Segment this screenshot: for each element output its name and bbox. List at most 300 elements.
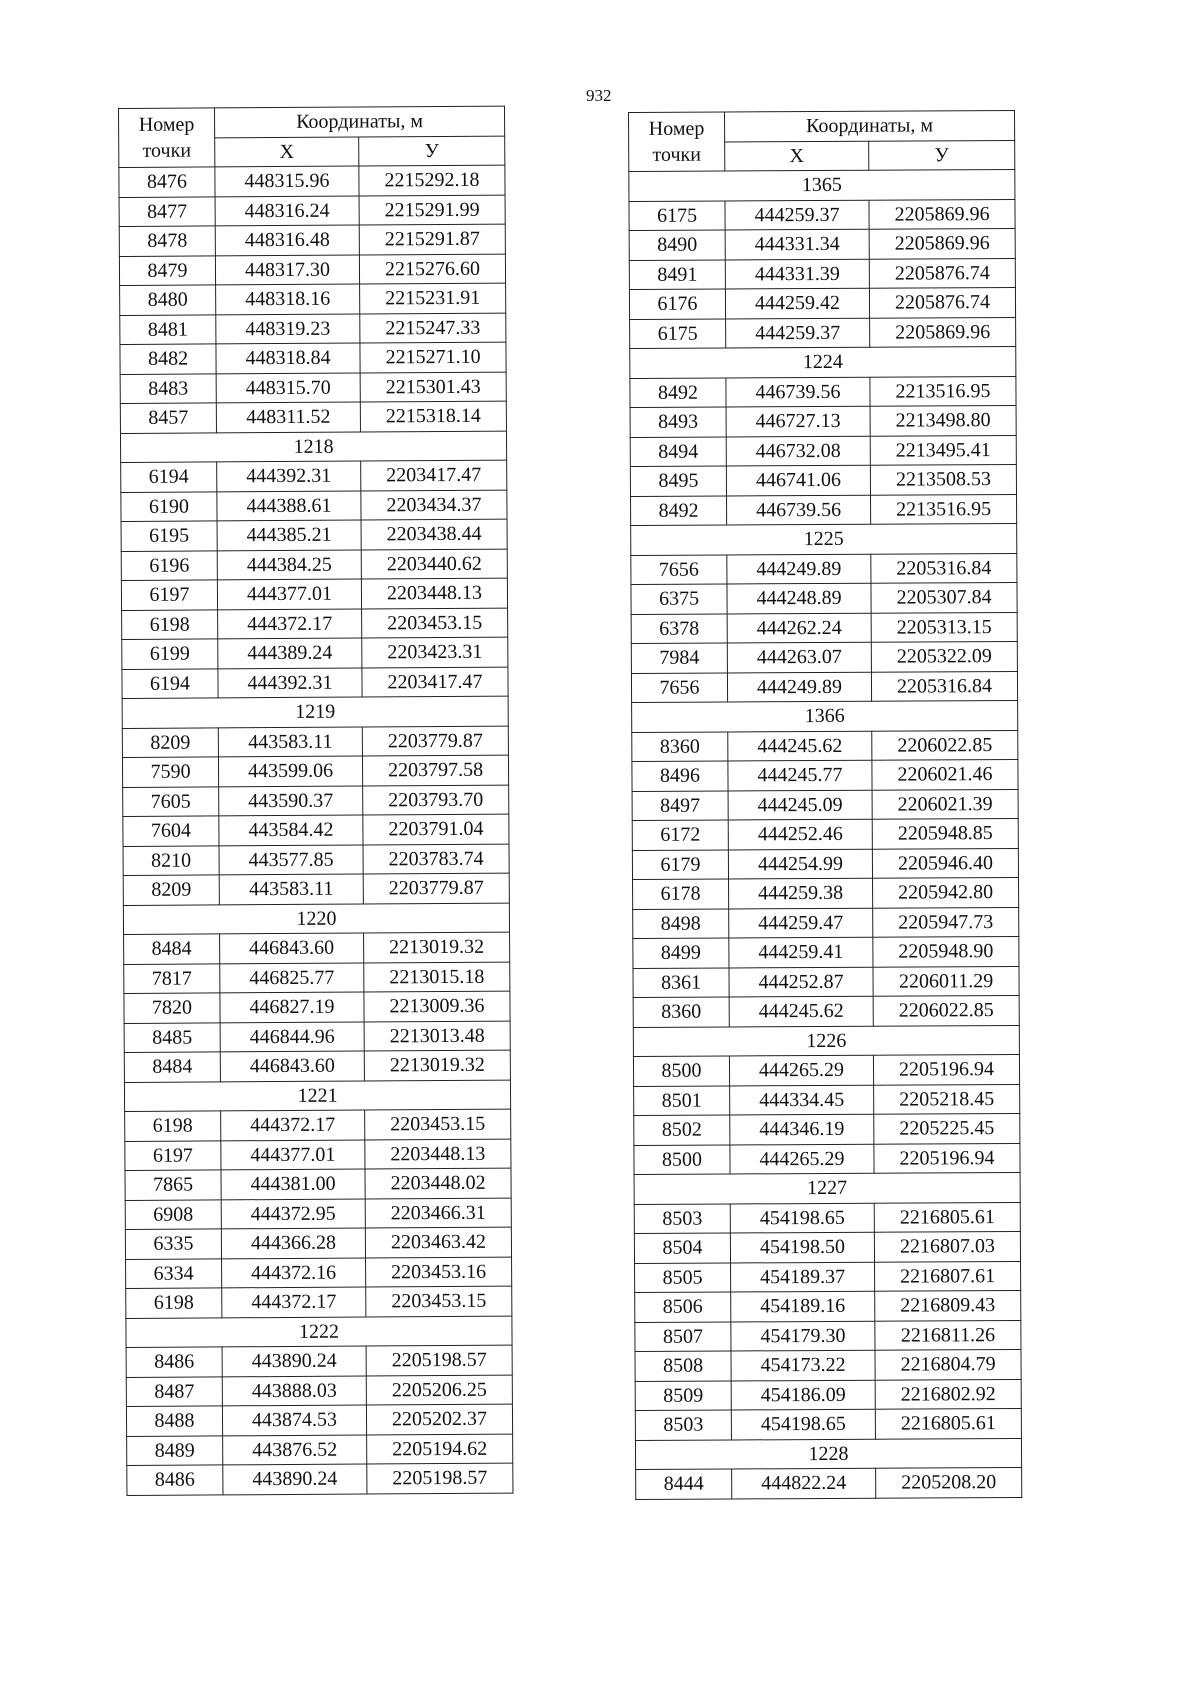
x-column-header: X xyxy=(215,137,359,167)
table-row xyxy=(125,1168,511,1200)
table-row xyxy=(630,435,1016,467)
table-row xyxy=(120,313,506,345)
x-coordinate-cell: 443890.24 xyxy=(223,1464,367,1494)
y-coordinate-cell: 2203438.44 xyxy=(361,519,507,549)
x-coordinate-cell: 444392.31 xyxy=(217,461,361,491)
section-row xyxy=(631,523,1017,555)
y-coordinate-cell: 2215291.87 xyxy=(359,224,505,254)
point-number-cell: 6199 xyxy=(122,639,218,669)
point-number-cell: 6176 xyxy=(629,289,725,319)
point-number-cell: 6196 xyxy=(121,550,217,580)
section-row xyxy=(633,1025,1019,1057)
y-coordinate-cell: 2215291.99 xyxy=(359,195,505,225)
x-column-header: X xyxy=(725,141,869,171)
x-coordinate-cell: 446827.19 xyxy=(220,992,364,1022)
point-number-cell: 8489 xyxy=(127,1435,223,1465)
y-coordinate-cell: 2206022.85 xyxy=(873,995,1019,1025)
section-row xyxy=(632,700,1018,732)
y-coordinate-cell: 2206021.39 xyxy=(872,789,1018,819)
y-coordinate-cell: 2203453.15 xyxy=(362,608,508,638)
y-coordinate-cell: 2213013.48 xyxy=(364,1021,510,1051)
x-coordinate-cell: 444248.89 xyxy=(727,583,871,613)
table-row xyxy=(633,1054,1019,1086)
y-coordinate-cell: 2203793.70 xyxy=(363,785,509,815)
table-row xyxy=(633,936,1019,968)
x-coordinate-cell: 446727.13 xyxy=(726,406,870,436)
y-coordinate-cell: 2205194.62 xyxy=(367,1434,513,1464)
y-coordinate-cell: 2203417.47 xyxy=(362,667,508,697)
y-coordinate-cell: 2205948.85 xyxy=(872,818,1018,848)
point-number-cell: 6175 xyxy=(629,200,725,230)
table-row xyxy=(635,1408,1021,1440)
table-row xyxy=(126,1375,512,1407)
x-coordinate-cell: 444384.25 xyxy=(217,550,361,580)
x-coordinate-cell: 446843.60 xyxy=(220,933,364,963)
y-coordinate-cell: 2203453.15 xyxy=(366,1286,512,1316)
point-number-cell: 8490 xyxy=(629,230,725,260)
table-row xyxy=(123,785,509,817)
table-row xyxy=(634,1231,1020,1263)
point-number-cell: 8484 xyxy=(124,934,220,964)
y-coordinate-cell: 2203448.13 xyxy=(361,578,507,608)
coordinates-table-right xyxy=(628,110,1022,1500)
point-number-cell: 7984 xyxy=(631,643,727,673)
point-number-cell: 8444 xyxy=(636,1469,732,1499)
x-coordinate-cell: 448316.24 xyxy=(215,196,359,226)
point-number-header-line2: точки xyxy=(142,139,192,162)
table-row xyxy=(122,755,508,787)
table-row xyxy=(632,818,1018,850)
table-row xyxy=(121,578,507,610)
table-row xyxy=(629,287,1015,319)
x-coordinate-cell: 448315.70 xyxy=(216,373,360,403)
point-number-cell: 8477 xyxy=(119,196,215,226)
table-row xyxy=(122,726,508,758)
x-coordinate-cell: 444252.46 xyxy=(728,819,872,849)
point-number-cell: 8210 xyxy=(123,845,219,875)
point-number-cell: 6194 xyxy=(121,462,217,492)
x-coordinate-cell: 444265.29 xyxy=(730,1144,874,1174)
x-coordinate-cell: 448315.96 xyxy=(215,166,359,196)
y-coordinate-cell: 2216805.61 xyxy=(874,1202,1020,1232)
x-coordinate-cell: 443577.85 xyxy=(219,845,363,875)
table-row xyxy=(120,372,506,404)
y-coordinate-cell: 2203797.58 xyxy=(362,755,508,785)
table-row xyxy=(120,401,506,433)
point-number-cell: 6179 xyxy=(632,849,728,879)
x-coordinate-cell: 446844.96 xyxy=(220,1022,364,1052)
point-number-cell: 6334 xyxy=(126,1258,222,1288)
x-coordinate-cell: 454189.37 xyxy=(731,1262,875,1292)
point-number-cell: 6197 xyxy=(121,580,217,610)
table-row xyxy=(125,1139,511,1171)
y-coordinate-cell: 2213516.95 xyxy=(871,494,1017,524)
point-number-cell: 8209 xyxy=(123,875,219,905)
x-coordinate-cell: 444245.62 xyxy=(729,996,873,1026)
y-coordinate-cell: 2203466.31 xyxy=(365,1198,511,1228)
section-label: 1225 xyxy=(631,523,1017,555)
table-row xyxy=(631,612,1017,644)
table-row xyxy=(630,317,1016,349)
section-row xyxy=(629,169,1015,201)
y-coordinate-cell: 2203434.37 xyxy=(361,490,507,520)
x-coordinate-cell: 443890.24 xyxy=(222,1346,366,1376)
table-row xyxy=(120,283,506,315)
x-coordinate-cell: 444259.38 xyxy=(729,878,873,908)
y-coordinate-cell: 2205876.74 xyxy=(869,287,1015,317)
point-number-cell: 8497 xyxy=(632,790,728,820)
x-coordinate-cell: 446732.08 xyxy=(726,436,870,466)
x-coordinate-cell: 444245.09 xyxy=(728,790,872,820)
table-row xyxy=(631,494,1017,526)
table-body-left xyxy=(119,165,513,1495)
y-coordinate-cell: 2213019.32 xyxy=(364,932,510,962)
point-number-cell: 8361 xyxy=(633,967,729,997)
point-number-cell: 8498 xyxy=(633,908,729,938)
table-row xyxy=(633,907,1019,939)
table-row xyxy=(119,165,505,197)
point-number-cell: 8503 xyxy=(634,1203,730,1233)
y-coordinate-cell: 2205947.73 xyxy=(873,907,1019,937)
x-coordinate-cell: 454173.22 xyxy=(731,1350,875,1380)
section-label: 1365 xyxy=(629,169,1015,201)
section-label: 1218 xyxy=(120,431,506,463)
point-number-cell: 8500 xyxy=(634,1144,730,1174)
y-coordinate-cell: 2215247.33 xyxy=(360,313,506,343)
point-number-cell: 8487 xyxy=(126,1376,222,1406)
table-row xyxy=(630,376,1016,408)
y-coordinate-cell: 2213498.80 xyxy=(870,405,1016,435)
table-row xyxy=(127,1463,513,1495)
point-number-cell: 6178 xyxy=(633,879,729,909)
y-coordinate-cell: 2205198.57 xyxy=(366,1345,512,1375)
y-coordinate-cell: 2206022.85 xyxy=(872,730,1018,760)
point-number-cell: 8502 xyxy=(634,1115,730,1145)
y-coordinate-cell: 2205316.84 xyxy=(871,671,1017,701)
table-row xyxy=(631,582,1017,614)
section-row xyxy=(120,431,506,463)
table-row xyxy=(126,1345,512,1377)
y-coordinate-cell: 2216804.79 xyxy=(875,1349,1021,1379)
y-coordinate-cell: 2203453.15 xyxy=(365,1109,511,1139)
point-number-cell: 8483 xyxy=(120,373,216,403)
point-number-cell: 8499 xyxy=(633,938,729,968)
y-coordinate-cell: 2203448.13 xyxy=(365,1139,511,1169)
x-coordinate-cell: 444245.77 xyxy=(728,760,872,790)
y-coordinate-cell: 2205225.45 xyxy=(874,1113,1020,1143)
table-row xyxy=(121,460,507,492)
table-row xyxy=(636,1467,1022,1499)
table-row xyxy=(125,1227,511,1259)
x-coordinate-cell: 444372.16 xyxy=(222,1258,366,1288)
y-coordinate-cell: 2205869.96 xyxy=(870,317,1016,347)
y-coordinate-cell: 2203779.87 xyxy=(363,873,509,903)
y-coordinate-cell: 2213516.95 xyxy=(870,376,1016,406)
x-coordinate-cell: 446741.06 xyxy=(726,465,870,495)
point-number-cell: 8486 xyxy=(127,1465,223,1495)
x-coordinate-cell: 454189.16 xyxy=(731,1291,875,1321)
table-row xyxy=(632,759,1018,791)
y-coordinate-cell: 2216805.61 xyxy=(875,1408,1021,1438)
y-coordinate-cell: 2203448.02 xyxy=(365,1168,511,1198)
x-coordinate-cell: 446739.56 xyxy=(727,495,871,525)
point-number-cell: 7817 xyxy=(124,963,220,993)
table-row xyxy=(635,1349,1021,1381)
y-coordinate-cell: 2203417.47 xyxy=(361,460,507,490)
x-coordinate-cell: 444262.24 xyxy=(727,613,871,643)
y-coordinate-cell: 2205198.57 xyxy=(367,1463,513,1493)
point-number-cell: 8501 xyxy=(634,1085,730,1115)
y-column-header: У xyxy=(869,140,1015,170)
point-number-cell: 6335 xyxy=(125,1229,221,1259)
table-row xyxy=(634,1084,1020,1116)
y-coordinate-cell: 2205196.94 xyxy=(874,1143,1020,1173)
x-coordinate-cell: 443583.11 xyxy=(218,727,362,757)
x-coordinate-cell: 454198.65 xyxy=(730,1203,874,1233)
table-row xyxy=(126,1404,512,1436)
y-coordinate-cell: 2203783.74 xyxy=(363,844,509,874)
section-label: 1224 xyxy=(630,346,1016,378)
x-coordinate-cell: 444265.29 xyxy=(729,1055,873,1085)
x-coordinate-cell: 448316.48 xyxy=(215,225,359,255)
y-coordinate-cell: 2205208.20 xyxy=(876,1467,1022,1497)
y-coordinate-cell: 2205948.90 xyxy=(873,936,1019,966)
table-row xyxy=(123,844,509,876)
table-row xyxy=(634,1202,1020,1234)
y-coordinate-cell: 2216809.43 xyxy=(875,1290,1021,1320)
table-row xyxy=(119,224,505,256)
y-coordinate-cell: 2203453.16 xyxy=(366,1257,512,1287)
point-number-header xyxy=(629,112,725,172)
section-label: 1221 xyxy=(124,1080,510,1112)
point-number-cell: 7590 xyxy=(122,757,218,787)
page-number: 932 xyxy=(586,86,612,105)
x-coordinate-cell: 444331.34 xyxy=(725,229,869,259)
table-row xyxy=(631,641,1017,673)
table-row xyxy=(635,1261,1021,1293)
x-coordinate-cell: 444252.87 xyxy=(729,967,873,997)
y-coordinate-cell: 2216807.61 xyxy=(875,1261,1021,1291)
coordinates-header: Координаты, м xyxy=(725,110,1015,141)
table-row xyxy=(121,490,507,522)
x-coordinate-cell: 444346.19 xyxy=(730,1114,874,1144)
section-row xyxy=(635,1438,1021,1470)
point-number-cell: 6198 xyxy=(122,609,218,639)
x-coordinate-cell: 444372.17 xyxy=(218,609,362,639)
x-coordinate-cell: 444822.24 xyxy=(732,1468,876,1498)
x-coordinate-cell: 444254.99 xyxy=(728,849,872,879)
point-number-cell: 7865 xyxy=(125,1170,221,1200)
x-coordinate-cell: 444249.89 xyxy=(727,672,871,702)
y-coordinate-cell: 2203791.04 xyxy=(363,814,509,844)
x-coordinate-cell: 446739.56 xyxy=(726,377,870,407)
x-coordinate-cell: 444372.17 xyxy=(222,1287,366,1317)
x-coordinate-cell: 444263.07 xyxy=(727,642,871,672)
section-row xyxy=(634,1172,1020,1204)
point-number-cell: 6195 xyxy=(121,521,217,551)
y-coordinate-cell: 2215301.43 xyxy=(360,372,506,402)
table-row xyxy=(126,1286,512,1318)
table-row xyxy=(124,932,510,964)
point-number-cell: 8495 xyxy=(630,466,726,496)
x-coordinate-cell: 444381.00 xyxy=(221,1169,365,1199)
coordinates-header: Координаты, м xyxy=(215,106,505,137)
x-coordinate-cell: 444245.62 xyxy=(728,731,872,761)
point-number-cell: 8488 xyxy=(126,1406,222,1436)
point-number-cell: 8486 xyxy=(126,1347,222,1377)
table-row xyxy=(635,1290,1021,1322)
point-number-cell: 8493 xyxy=(630,407,726,437)
point-number-header-line2: точки xyxy=(652,143,702,166)
x-coordinate-cell: 444372.95 xyxy=(221,1199,365,1229)
point-number-cell: 8503 xyxy=(635,1410,731,1440)
point-number-cell: 6175 xyxy=(630,318,726,348)
section-row xyxy=(126,1316,512,1348)
section-label: 1227 xyxy=(634,1172,1020,1204)
section-label: 1226 xyxy=(633,1025,1019,1057)
x-coordinate-cell: 446825.77 xyxy=(220,963,364,993)
point-number-cell: 7605 xyxy=(123,786,219,816)
table-row xyxy=(635,1379,1021,1411)
point-number-cell: 8492 xyxy=(631,495,727,525)
section-row xyxy=(630,346,1016,378)
table-row xyxy=(629,199,1015,231)
x-coordinate-cell: 443874.53 xyxy=(222,1405,366,1435)
table-row xyxy=(119,254,505,286)
y-coordinate-cell: 2213019.32 xyxy=(364,1050,510,1080)
y-coordinate-cell: 2216811.26 xyxy=(875,1320,1021,1350)
y-coordinate-cell: 2213495.41 xyxy=(870,435,1016,465)
table-row xyxy=(633,966,1019,998)
x-coordinate-cell: 444334.45 xyxy=(730,1085,874,1115)
y-coordinate-cell: 2206011.29 xyxy=(873,966,1019,996)
point-number-cell: 6172 xyxy=(632,820,728,850)
x-coordinate-cell: 448318.84 xyxy=(216,343,360,373)
point-number-cell: 8494 xyxy=(630,436,726,466)
x-coordinate-cell: 448319.23 xyxy=(216,314,360,344)
x-coordinate-cell: 444259.42 xyxy=(725,288,869,318)
table-row xyxy=(632,848,1018,880)
table-row xyxy=(633,877,1019,909)
x-coordinate-cell: 443583.11 xyxy=(219,874,363,904)
point-number-cell: 6908 xyxy=(125,1199,221,1229)
x-coordinate-cell: 443888.03 xyxy=(222,1376,366,1406)
table-row xyxy=(123,814,509,846)
x-coordinate-cell: 444259.41 xyxy=(729,937,873,967)
section-label: 1220 xyxy=(123,903,509,935)
point-number-cell: 6194 xyxy=(122,668,218,698)
table-row xyxy=(630,464,1016,496)
point-number-cell: 8505 xyxy=(635,1262,731,1292)
y-coordinate-cell: 2205202.37 xyxy=(366,1404,512,1434)
table-row xyxy=(629,228,1015,260)
x-coordinate-cell: 448318.16 xyxy=(216,284,360,314)
x-coordinate-cell: 444388.61 xyxy=(217,491,361,521)
y-coordinate-cell: 2203423.31 xyxy=(362,637,508,667)
y-coordinate-cell: 2215292.18 xyxy=(359,165,505,195)
point-number-header-line1: Номер xyxy=(648,117,705,140)
table-row xyxy=(122,637,508,669)
y-coordinate-cell: 2205946.40 xyxy=(872,848,1018,878)
table-row xyxy=(635,1320,1021,1352)
point-number-cell: 8484 xyxy=(124,1052,220,1082)
point-number-cell: 7656 xyxy=(631,672,727,702)
y-coordinate-cell: 2203440.62 xyxy=(361,549,507,579)
x-coordinate-cell: 444392.31 xyxy=(218,668,362,698)
section-row xyxy=(123,903,509,935)
y-coordinate-cell: 2205206.25 xyxy=(366,1375,512,1405)
point-number-cell: 8491 xyxy=(629,259,725,289)
point-number-cell: 6197 xyxy=(125,1140,221,1170)
y-coordinate-cell: 2205942.80 xyxy=(873,877,1019,907)
y-coordinate-cell: 2215231.91 xyxy=(360,283,506,313)
point-number-cell: 8507 xyxy=(635,1321,731,1351)
y-coordinate-cell: 2205313.15 xyxy=(871,612,1017,642)
point-number-cell: 6198 xyxy=(126,1288,222,1318)
x-coordinate-cell: 454198.50 xyxy=(730,1232,874,1262)
point-number-cell: 8478 xyxy=(119,226,215,256)
y-coordinate-cell: 2215318.14 xyxy=(360,401,506,431)
y-coordinate-cell: 2216802.92 xyxy=(875,1379,1021,1409)
point-number-cell: 8492 xyxy=(630,377,726,407)
table-row xyxy=(629,258,1015,290)
point-number-cell: 8508 xyxy=(635,1351,731,1381)
table-row xyxy=(631,553,1017,585)
point-number-cell: 8496 xyxy=(632,761,728,791)
x-coordinate-cell: 444366.28 xyxy=(221,1228,365,1258)
x-coordinate-cell: 448317.30 xyxy=(215,255,359,285)
section-label: 1222 xyxy=(126,1316,512,1348)
y-coordinate-cell: 2206021.46 xyxy=(872,759,1018,789)
y-coordinate-cell: 2205316.84 xyxy=(871,553,1017,583)
x-coordinate-cell: 446843.60 xyxy=(220,1051,364,1081)
table-row xyxy=(632,730,1018,762)
x-coordinate-cell: 454186.09 xyxy=(731,1380,875,1410)
y-coordinate-cell: 2215276.60 xyxy=(359,254,505,284)
table-row xyxy=(634,1143,1020,1175)
y-coordinate-cell: 2205869.96 xyxy=(869,228,1015,258)
table-row xyxy=(124,991,510,1023)
table-row xyxy=(119,195,505,227)
point-number-cell: 7604 xyxy=(123,816,219,846)
section-label: 1366 xyxy=(632,700,1018,732)
x-coordinate-cell: 443584.42 xyxy=(219,815,363,845)
x-coordinate-cell: 448311.52 xyxy=(216,402,360,432)
point-number-cell: 8500 xyxy=(633,1056,729,1086)
y-coordinate-cell: 2213508.53 xyxy=(870,464,1016,494)
point-number-cell: 8457 xyxy=(120,403,216,433)
y-coordinate-cell: 2216807.03 xyxy=(874,1231,1020,1261)
point-number-cell: 8506 xyxy=(635,1292,731,1322)
table-row xyxy=(124,1021,510,1053)
y-coordinate-cell: 2203463.42 xyxy=(365,1227,511,1257)
point-number-cell: 8209 xyxy=(122,727,218,757)
table-row xyxy=(127,1434,513,1466)
y-coordinate-cell: 2205876.74 xyxy=(869,258,1015,288)
y-coordinate-cell: 2205869.96 xyxy=(869,199,1015,229)
point-number-cell: 6375 xyxy=(631,584,727,614)
point-number-cell: 7656 xyxy=(631,554,727,584)
point-number-cell: 8509 xyxy=(635,1380,731,1410)
point-number-cell: 7820 xyxy=(124,993,220,1023)
x-coordinate-cell: 444331.39 xyxy=(725,259,869,289)
table-row xyxy=(121,549,507,581)
table-row xyxy=(122,667,508,699)
y-coordinate-cell: 2205196.94 xyxy=(873,1054,1019,1084)
y-coordinate-cell: 2203779.87 xyxy=(362,726,508,756)
x-coordinate-cell: 444377.01 xyxy=(221,1140,365,1170)
table-row xyxy=(125,1109,511,1141)
